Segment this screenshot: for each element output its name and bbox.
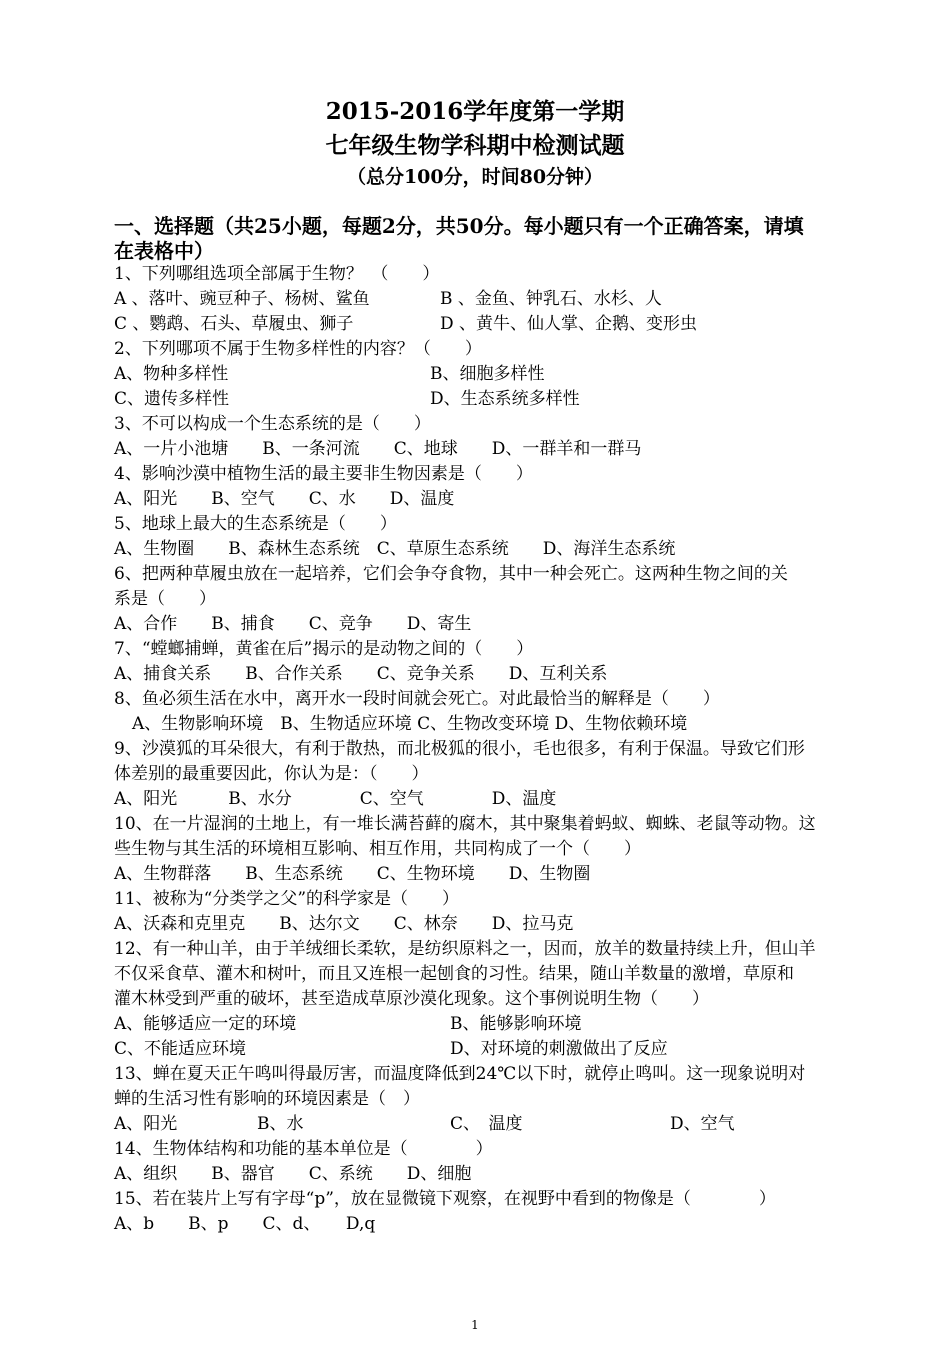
question-13-option-a: A、阳光	[114, 1114, 178, 1134]
question-1: 1、下列哪组选项全部属于生物？ （ ）	[114, 264, 440, 284]
section-heading: 一、选择题（共25小题，每题2分，共50分。每小题只有一个正确答案，请填	[114, 214, 804, 238]
question-7: 7、“螳螂捕蝉，黄雀在后”揭示的是动物之间的（ ）	[114, 639, 534, 659]
question-13-cont: 蝉的生活习性有影响的环境因素是（ ）	[114, 1089, 420, 1109]
question-15-options: A、b B、p C、d、 D,q	[114, 1214, 376, 1234]
question-8: 8、鱼必须生活在水中，离开水一段时间就会死亡。对此最恰当的解释是（ ）	[114, 689, 720, 709]
question-9: 9、沙漠狐的耳朵很大，有利于散热，而北极狐的很小，毛也很多，有利于保温。导致它们形	[114, 739, 805, 759]
question-9-cont: 体差别的最重要因此，你认为是：（ ）	[114, 764, 429, 784]
question-10-cont: 些生物与其生活的环境相互影响、相互作用，共同构成了一个（ ）	[114, 839, 641, 859]
question-10: 10、在一片湿润的土地上，有一堆长满苔藓的腐木，其中聚集着蚂蚁、蜘蛛、老鼠等动物。这	[114, 814, 816, 834]
question-4-options: A、阳光 B、空气 C、水 D、温度	[114, 489, 455, 509]
question-11: 11、被称为“分类学之父”的科学家是（ ）	[114, 889, 460, 909]
question-7-options: A、捕食关系 B、合作关系 C、竞争关系 D、互利关系	[114, 664, 608, 684]
question-4: 4、影响沙漠中植物生活的最主要非生物因素是（ ）	[114, 464, 533, 484]
question-6-cont: 系是（ ）	[114, 589, 216, 609]
question-12-option-b: B、能够影响环境	[450, 1014, 582, 1034]
question-14-options: A、组织 B、器官 C、系统 D、细胞	[114, 1164, 472, 1184]
question-12-option-a: A、能够适应一定的环境	[114, 1014, 297, 1034]
question-2-option-d: D、生态系统多样性	[430, 389, 580, 409]
question-3: 3、不可以构成一个生态系统的是（ ）	[114, 414, 431, 434]
section-heading-cont: 在表格中）	[114, 239, 214, 263]
question-5-options: A、生物圈 B、森林生态系统 C、草原生态系统 D、海洋生态系统	[114, 539, 676, 559]
question-1-option-a: A 、落叶、豌豆种子、杨树、鲨鱼	[114, 289, 370, 309]
question-1-option-c: C 、鹦鹉、石头、草履虫、狮子	[114, 314, 354, 334]
question-13-option-b: B、水	[257, 1114, 304, 1134]
question-12: 12、有一种山羊，由于羊绒细长柔软，是纺织原料之一，因而，放羊的数量持续上升，但山羊	[114, 939, 816, 959]
question-13-option-d: D、空气	[670, 1114, 735, 1134]
exam-title-info: （总分100分，时间80分钟）	[346, 166, 604, 188]
question-5: 5、地球上最大的生态系统是（ ）	[114, 514, 397, 534]
question-9-options: A、阳光 B、水分 C、空气 D、温度	[114, 789, 557, 809]
question-14: 14、生物体结构和功能的基本单位是（ ）	[114, 1139, 493, 1159]
page-number: 1	[471, 1318, 479, 1332]
question-6-options: A、合作 B、捕食 C、竞争 D、寄生	[114, 614, 472, 634]
question-8-options: A、生物影响环境 B、生物适应环境 C、生物改变环境 D、生物依赖环境	[132, 714, 688, 734]
question-15: 15、若在装片上写有字母“p”，放在显微镜下观察，在视野中看到的物像是（ ）	[114, 1189, 776, 1209]
question-11-options: A、沃森和克里克 B、达尔文 C、林奈 D、拉马克	[114, 914, 574, 934]
question-12-cont-1: 不仅采食草、灌木和树叶，而且又连根一起刨食的习性。结果，随山羊数量的激增，草原和	[114, 964, 794, 984]
exam-title-subject: 七年级生物学科期中检测试题	[325, 132, 625, 159]
question-12-cont-2: 灌木林受到严重的破坏，甚至造成草原沙漠化现象。这个事例说明生物（ ）	[114, 989, 709, 1009]
exam-title-year: 2015-2016学年度第一学期	[325, 98, 625, 125]
question-2-option-c: C、遗传多样性	[114, 389, 230, 409]
question-13-option-c: C、 温度	[450, 1114, 523, 1134]
question-13: 13、蝉在夏天正午鸣叫得最厉害，而温度降低到24℃以下时，就停止鸣叫。这一现象说明对	[114, 1064, 806, 1084]
question-6: 6、把两种草履虫放在一起培养，它们会争夺食物，其中一种会死亡。这两种生物之间的关	[114, 564, 788, 584]
question-12-option-d: D、对环境的刺激做出了反应	[450, 1039, 668, 1059]
question-1-option-d: D 、黄牛、仙人掌、企鹅、变形虫	[440, 314, 698, 334]
question-3-options: A、一片小池塘 B、一条河流 C、地球 D、一群羊和一群马	[114, 439, 642, 459]
question-10-options: A、生物群落 B、生态系统 C、生物环境 D、生物圈	[114, 864, 591, 884]
question-2-option-a: A、物种多样性	[114, 364, 229, 384]
question-2: 2、下列哪项不属于生物多样性的内容？（ ）	[114, 339, 482, 359]
question-12-option-c: C、不能适应环境	[114, 1039, 247, 1059]
question-2-option-b: B、细胞多样性	[430, 364, 545, 384]
question-1-option-b: B 、金鱼、钟乳石、水杉、人	[440, 289, 662, 309]
